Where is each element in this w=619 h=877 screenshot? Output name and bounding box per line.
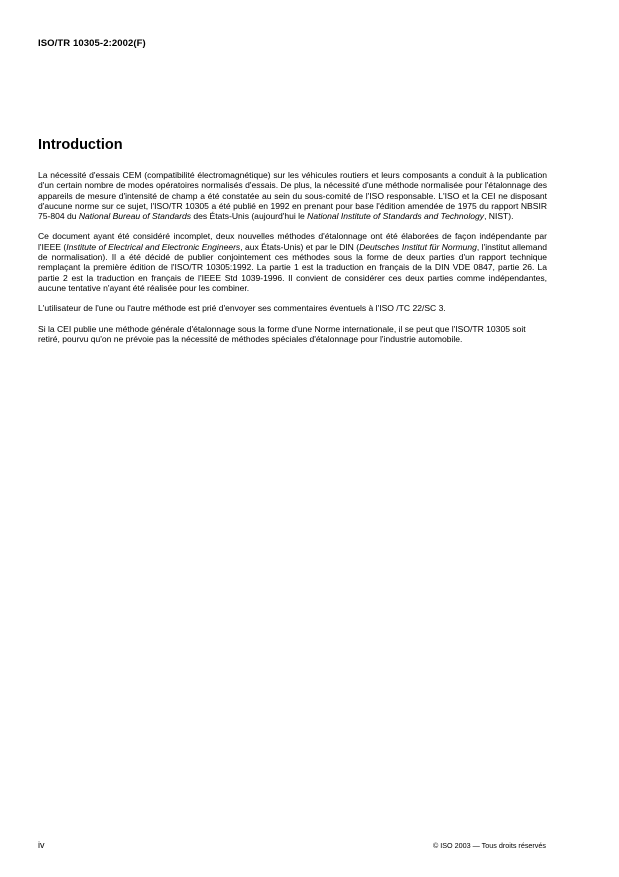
section-title: Introduction [38,137,123,153]
paragraph-1-text-b: des États-Unis (aujourd'hui le [191,211,308,222]
paragraph-1-text-a: La nécessité d'essais CEM (compatibilité électromagnétique) sur les véhicules routiers et leurs composants a conduit à la publication d'un certain nombre de modes opératoires normalisés d'essais. De plus, la nécessité d'une méthode normalisée pour l'étalonnage des appareils de mesure d'intensité de champ a été constatée au sein du sous-comité de l'ISO responsable. L'ISO et la CEI ne disposant d'aucune norme sur ce sujet, l'ISO/TR 10305 a été publié en 1992 en prenant pour base l'édition amendée de 1975 du rapport NBSIR 75-804 du [38,170,547,222]
paragraph-2-text-b: , aux États-Unis) et par le DIN ( [240,241,360,252]
paragraph-1 [38,170,547,221]
paragraph-3: L'utilisateur de l'une ou l'autre méthode est prié d'envoyer ses commentaires éventuels à l'ISO /TC 22/SC 3. [38,303,446,314]
copyright-notice: © ISO 2003 — Tous droits réservés [432,841,546,850]
introduction-body [38,170,547,354]
document-id: ISO/TR 10305-2:2002(F) [38,38,146,49]
paragraph-1-text-c: , NIST). [484,211,514,222]
paragraph-1-italic-b: National Institute of Standards and Technology [307,211,485,222]
paragraph-2 [38,231,547,293]
paragraph-1-italic-a: National Bureau of Standards [78,211,192,222]
paragraph-2-text-c: , l'institut allemand de normalisation). Il a été décidé de publier conjointement ces méthodes sous la forme de deux parties d'un rapport technique remplaçant la première édition de l'ISO/TR 10305:1992. La partie 1 est la traduction en français de la DIN VDE 0847, partie 26. La partie 2 est la traduction en français de l'IEEE Std 1039-1996. Il convient de considérer ces deux parties comme indépendantes, aucune tentative n'ayant été réalisée pour les combiner. [38,241,547,293]
paragraph-4: Si la CEI publie une méthode générale d'étalonnage sous la forme d'une Norme internationale, il se peut que l'ISO/TR 10305 soit retiré, pourvu qu'on ne prévoie pas la nécessité de méthodes spéciales d'étalonnage pour l'industrie automobile. [38,323,526,344]
paragraph-2-italic-b: Deutsches Institut für Normung [359,241,477,252]
paragraph-2-text-a: Ce document ayant été considéré incomplet, deux nouvelles méthodes d'étalonnage ont été élaborées de façon indépendante par l'IEEE ( [38,231,547,252]
page-number: iv [38,840,45,850]
paragraph-2-italic-a: Institute of Electrical and Electronic Engineers [66,241,241,252]
